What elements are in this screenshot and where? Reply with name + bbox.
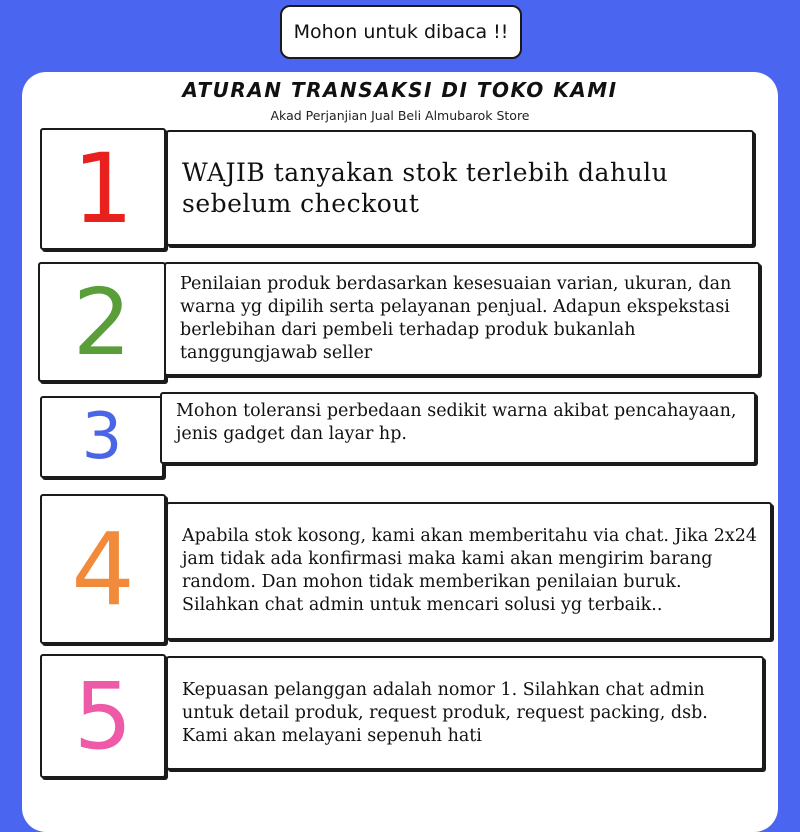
rule-3-number: 3 (81, 400, 123, 474)
rule-1-text-box (166, 130, 754, 246)
rule-5-text-box (166, 656, 764, 770)
rule-1-number: 1 (72, 133, 134, 245)
rule-5-text: Kepuasan pelanggan adalah nomor 1. Silahkan chat admin untuk detail produk, request produk, request packing, dsb. Kami akan melayani sepenuh hati (182, 679, 708, 746)
rule-4-number-box (40, 494, 166, 644)
page-subtitle: Akad Perjanjian Jual Beli Almubarok Store (270, 108, 530, 123)
rule-3-number-box (40, 396, 164, 478)
read-notice-tag (280, 5, 522, 59)
rule-4-text: Apabila stok kosong, kami akan memberitahu via chat. Jika 2x24 jam tidak ada konfirmasi maka kami akan mengirim barang random. Dan mohon tidak memberikan penilaian buruk. Silahkan chat admin untuk mencari solusi yg terbaik.. (182, 526, 757, 615)
page-title: ATURAN TRANSAKSI DI TOKO KAMI (182, 78, 618, 102)
rule-5-number-box (40, 654, 166, 778)
rule-4-number: 4 (71, 510, 135, 628)
rule-2-number-box (38, 262, 166, 382)
rule-1-text: WAJIB tanyakan stok terlebih dahulu sebelum checkout (182, 158, 669, 218)
rule-3-text-box (160, 392, 756, 464)
rule-1-number-box (40, 128, 166, 250)
read-notice-text: Mohon untuk dibaca !! (293, 21, 509, 43)
rule-2-number: 2 (72, 268, 132, 376)
rule-5-number: 5 (73, 662, 133, 770)
rule-3-text: Mohon toleransi perbedaan sedikit warna akibat pencahayaan, jenis gadget dan layar hp. (176, 401, 737, 444)
rule-4-text-box (166, 502, 772, 640)
rule-2-text-box (164, 262, 760, 376)
rule-2-text: Penilaian produk berdasarkan kesesuaian varian, ukuran, dan warna yg dipilih serta pelayanan penjual. Adapun ekspekstasi berlebihan dari pembeli terhadap produk bukanlah tanggungjawab seller (180, 274, 732, 363)
